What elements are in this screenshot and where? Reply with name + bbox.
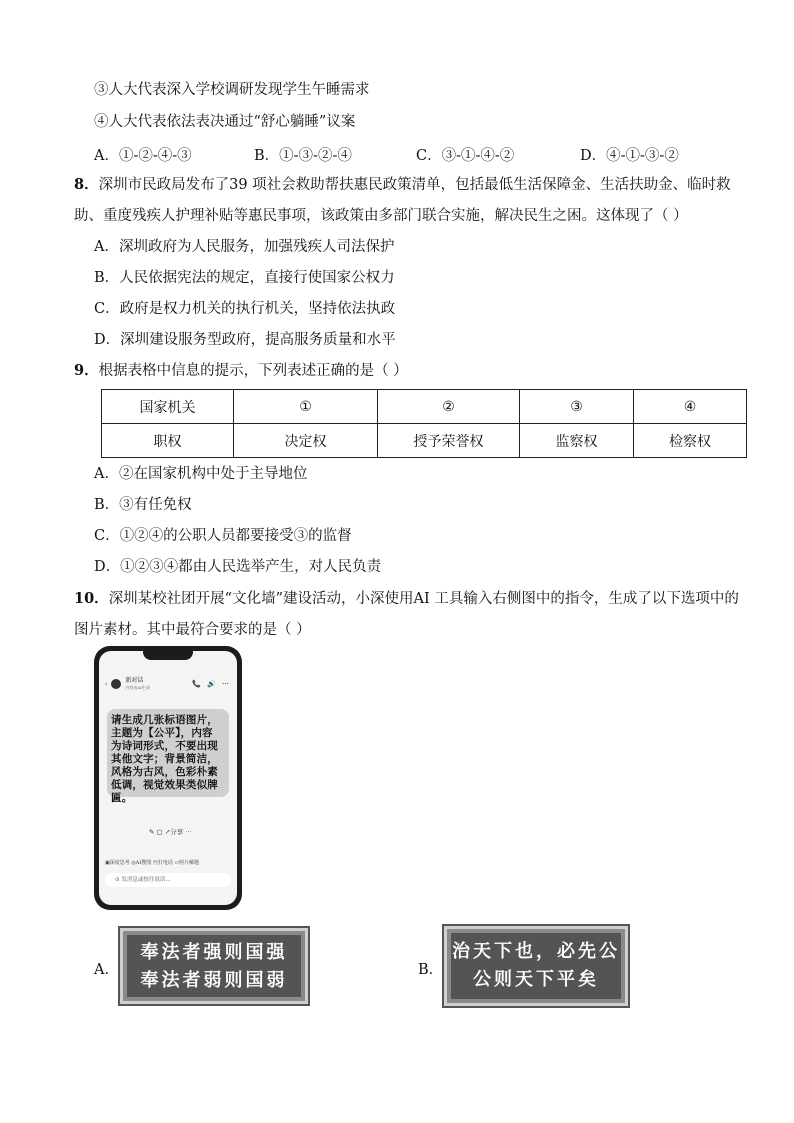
q10-number: 10． <box>74 590 109 607</box>
q9-option-b: B．③有任免权 <box>94 497 192 513</box>
message-actions[interactable]: ✎ ▢ ↗分享 ⋯ <box>149 828 192 836</box>
table-row <box>102 424 747 458</box>
table-cell: ① <box>234 390 378 424</box>
table-cell: 国家机关 <box>102 390 234 424</box>
table-cell: 检察权 <box>634 424 747 458</box>
q8-stem-line2: 助、重度残疾人护理补贴等惠民事项，该政策由多部门联合实施，解决民生之困。这体现了（ ） <box>74 208 688 224</box>
q9-option-a: A．②在国家机构中处于主导地位 <box>94 466 308 482</box>
q9-stem: 9．根据表格中信息的提示，下列表述正确的是（ ） <box>74 362 408 379</box>
avatar <box>111 679 121 689</box>
chat-contact-name: 新对话 <box>125 677 144 684</box>
table-cell: 职权 <box>102 424 234 458</box>
quick-actions-bar[interactable]: ▣深度思考 ◎AI搜图 ☏打电话 ▭照片解题 <box>105 860 200 866</box>
q10-stem-line1: 10．深圳某校社团开展“文化墙”建设活动，小深使用AI 工具输入右侧图中的指令，生成了以下选项中的 <box>74 590 739 607</box>
q8-option-a: A．深圳政府为人民服务，加强残疾人司法保护 <box>94 239 395 255</box>
q8-option-d: D．深圳建设服务型政府，提高服务质量和水平 <box>94 332 396 348</box>
table-cell: ③ <box>520 390 634 424</box>
q9-table <box>101 389 747 458</box>
phone-notch <box>143 651 193 660</box>
plaque-a-line2: 奉法者弱则国弱 <box>140 970 288 991</box>
table-cell: 决定权 <box>234 424 378 458</box>
plaque-a-line1: 奉法者强则国强 <box>140 942 288 963</box>
table-cell: 监察权 <box>520 424 634 458</box>
q7-option-c: C．③-①-④-② <box>416 148 515 164</box>
q7-item-4: ④人大代表依法表决通过“舒心躺睡”议案 <box>94 114 356 130</box>
plaque-b-line1: 治天下也，必先公 <box>452 941 620 962</box>
phone-figure <box>94 646 242 910</box>
q10-option-b-plaque <box>444 926 628 1006</box>
q7-item-3: ③人大代表深入学校调研发现学生午睡需求 <box>94 82 370 98</box>
message-input[interactable]: ⊙ 发消息或按住说话... <box>105 873 231 887</box>
chat-contact-subtitle: 内容由AI生成 <box>125 685 150 690</box>
chat-header <box>105 675 231 693</box>
q10-stem-line2: 图片素材。其中最符合要求的是（ ） <box>74 622 311 638</box>
q10-option-a-plaque <box>120 928 308 1004</box>
q8-number: 8． <box>74 176 99 193</box>
table-cell: ④ <box>634 390 747 424</box>
q8-option-c: C．政府是权力机关的执行机关，坚持依法执政 <box>94 301 396 317</box>
phone-screen <box>99 651 237 905</box>
q7-option-b: B．①-③-②-④ <box>254 148 352 164</box>
chat-message-bubble: 请生成几张标语图片， 主题为【公平】，内容 为诗词形式，不要出现 其他文字；背景简洁， 风格为古风，色彩朴素 低调，视觉效果类似牌 匾。 <box>107 709 229 797</box>
q9-option-c: C．①②④的公职人员都要接受③的监督 <box>94 528 352 544</box>
q9-number: 9． <box>74 362 99 379</box>
q7-option-d: D．④-①-③-② <box>580 148 679 164</box>
back-arrow-icon[interactable]: ‹ <box>105 680 108 688</box>
table-cell: 授予荣誉权 <box>378 424 520 458</box>
plaque-b-line2: 公则天下平矣 <box>473 969 599 990</box>
q10-option-a-label: A． <box>94 962 119 978</box>
q8-stem-line1: 8．深圳市民政局发布了39 项社会救助帮扶惠民政策清单，包括最低生活保障金、生活扶助金、临时救 <box>74 176 731 193</box>
q10-option-b-label: B． <box>418 962 444 978</box>
table-cell: ② <box>378 390 520 424</box>
chat-header-icons[interactable]: 📞 🔊 ⋯ <box>192 680 231 688</box>
table-row <box>102 390 747 424</box>
q9-option-d: D．①②③④都由人民选举产生，对人民负责 <box>94 559 382 575</box>
q8-option-b: B．人民依据宪法的规定，直接行使国家公权力 <box>94 270 395 286</box>
q7-option-a: A．①-②-④-③ <box>94 148 192 164</box>
q7-options <box>94 144 734 165</box>
